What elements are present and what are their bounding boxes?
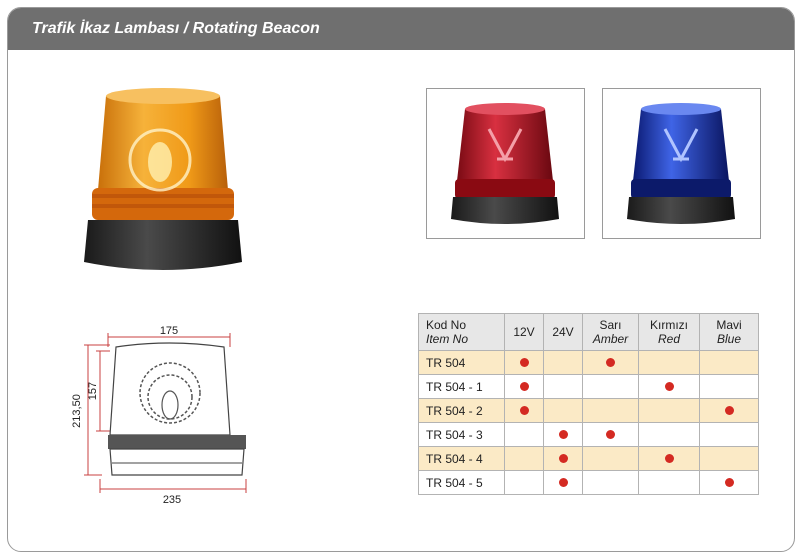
header-amber-sub: Amber	[592, 332, 629, 346]
cell-amber	[583, 351, 639, 375]
item-code: TR 504 - 5	[419, 471, 505, 495]
cell-blue	[700, 423, 759, 447]
header-12v-label: 12V	[513, 325, 535, 339]
header-blue-main: Mavi	[716, 318, 742, 332]
cell-amber	[583, 399, 639, 423]
availability-dot-icon	[520, 358, 529, 367]
cell-v24	[544, 447, 583, 471]
cell-v12	[505, 447, 544, 471]
cell-v24	[544, 351, 583, 375]
availability-dot-icon	[665, 382, 674, 391]
dim-total-height: 213,50	[71, 394, 83, 428]
header-amber-main: Sarı	[599, 318, 622, 332]
cell-v24	[544, 375, 583, 399]
cell-blue	[700, 447, 759, 471]
spec-table	[418, 313, 759, 495]
cell-v12	[505, 375, 544, 399]
page-title	[32, 20, 320, 38]
availability-dot-icon	[606, 430, 615, 439]
red-beacon-photo	[426, 88, 585, 239]
table-row	[419, 399, 759, 423]
dim-top-width: 175	[159, 325, 179, 337]
cell-red	[639, 447, 700, 471]
beacon-drawing-icon	[58, 323, 258, 503]
availability-dot-icon	[520, 382, 529, 391]
cell-v12	[505, 351, 544, 375]
cell-red	[639, 375, 700, 399]
cell-amber	[583, 447, 639, 471]
cell-blue	[700, 375, 759, 399]
header-blue-sub: Blue	[716, 332, 742, 346]
availability-dot-icon	[559, 454, 568, 463]
table-row	[419, 351, 759, 375]
header-red	[639, 314, 700, 351]
item-code: TR 504	[419, 351, 505, 375]
blue-beacon-icon	[603, 89, 760, 238]
availability-dot-icon	[665, 454, 674, 463]
cell-v12	[505, 399, 544, 423]
cell-blue	[700, 351, 759, 375]
blue-beacon-photo	[602, 88, 761, 239]
amber-beacon-icon	[78, 82, 248, 278]
header-red-sub: Red	[657, 332, 680, 346]
dim-bottom-width: 235	[162, 494, 182, 503]
cell-blue	[700, 399, 759, 423]
cell-amber	[583, 423, 639, 447]
cell-v24	[544, 471, 583, 495]
table-row	[419, 375, 759, 399]
header-red-main: Kırmızı	[650, 318, 688, 332]
item-code: TR 504 - 3	[419, 423, 505, 447]
cell-v24	[544, 423, 583, 447]
cell-red	[639, 471, 700, 495]
cell-red	[639, 351, 700, 375]
amber-beacon-photo	[78, 82, 248, 278]
header-24v-label: 24V	[552, 325, 574, 339]
cell-v24	[544, 399, 583, 423]
title-english: Rotating Beacon	[192, 20, 320, 37]
cell-v12	[505, 423, 544, 447]
dim-dome-height: 157	[87, 381, 99, 401]
header-12v	[505, 314, 544, 351]
table-row	[419, 471, 759, 495]
header-24v	[544, 314, 583, 351]
cell-amber	[583, 375, 639, 399]
table-body	[419, 351, 759, 495]
availability-dot-icon	[606, 358, 615, 367]
availability-dot-icon	[520, 406, 529, 415]
header-amber	[583, 314, 639, 351]
item-code: TR 504 - 2	[419, 399, 505, 423]
cell-red	[639, 423, 700, 447]
item-code: TR 504 - 4	[419, 447, 505, 471]
red-beacon-icon	[427, 89, 584, 238]
header-code-sub: Item No	[426, 332, 469, 346]
table-row	[419, 447, 759, 471]
availability-dot-icon	[725, 478, 734, 487]
product-card	[7, 7, 795, 552]
availability-dot-icon	[725, 406, 734, 415]
cell-v12	[505, 471, 544, 495]
table-row	[419, 423, 759, 447]
title-separator: /	[179, 20, 193, 37]
availability-dot-icon	[559, 430, 568, 439]
technical-drawing	[58, 323, 258, 503]
item-code: TR 504 - 1	[419, 375, 505, 399]
header-code-main: Kod No	[426, 318, 467, 332]
table-header-row	[419, 314, 759, 351]
header-bar	[8, 8, 794, 50]
header-blue	[700, 314, 759, 351]
cell-blue	[700, 471, 759, 495]
cell-red	[639, 399, 700, 423]
header-code	[419, 314, 505, 351]
cell-amber	[583, 471, 639, 495]
title-turkish: Trafik İkaz Lambası	[32, 20, 180, 37]
availability-dot-icon	[559, 478, 568, 487]
